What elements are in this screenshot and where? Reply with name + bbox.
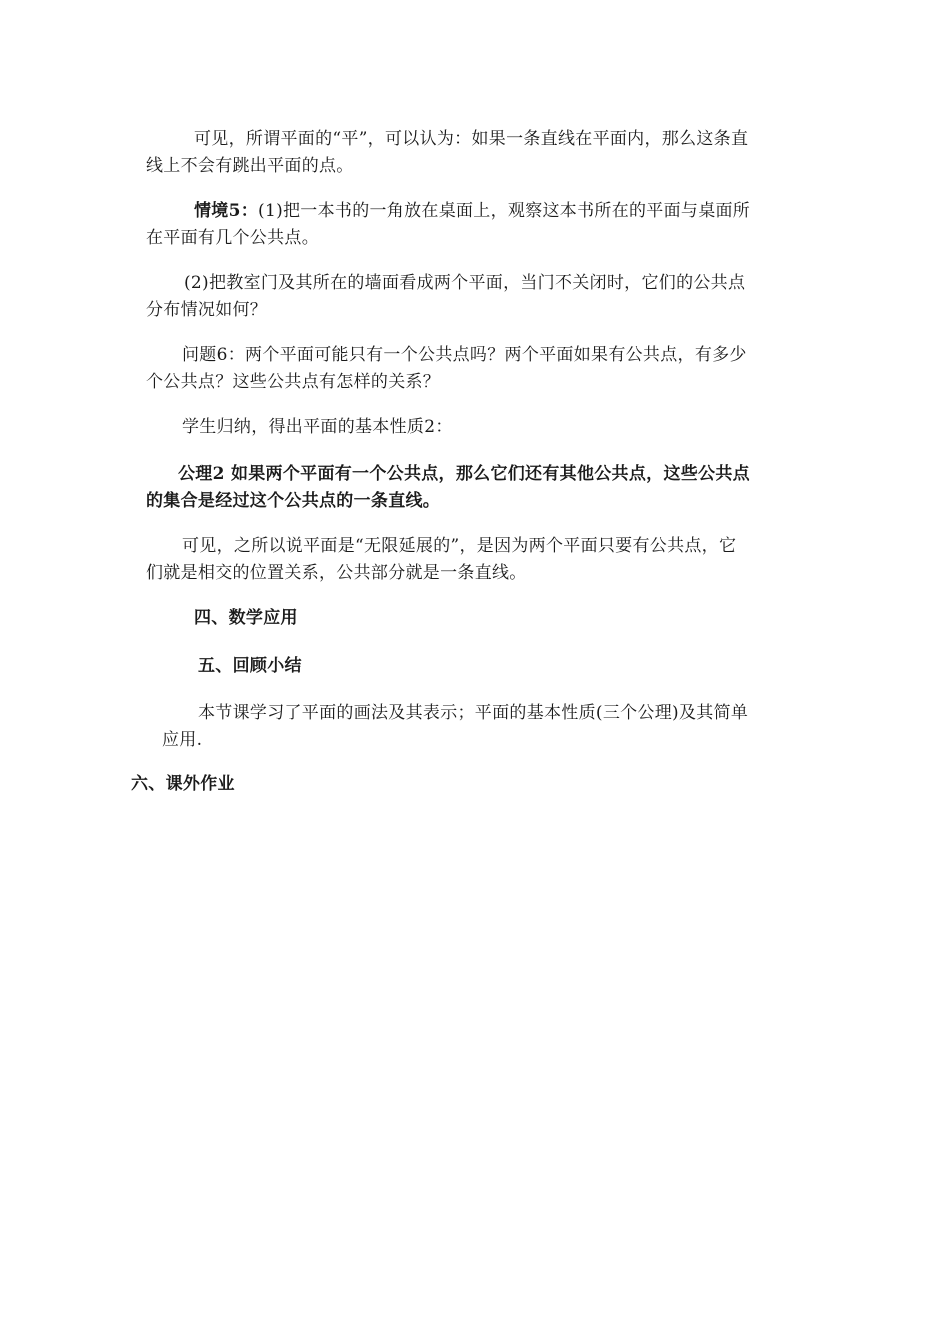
text-line: 可见，所谓平面的“平”，可以认为：如果一条直线在平面内，那么这条直 xyxy=(194,129,749,149)
paragraph-plane-flatness xyxy=(146,126,748,180)
heading-math-application xyxy=(194,605,298,632)
heading-review-summary xyxy=(198,653,302,680)
text-line: 本节课学习了平面的画法及其表示；平面的基本性质(三个公理)及其简单 xyxy=(198,703,749,723)
text-line: 线上不会有跳出平面的点。 xyxy=(146,156,354,176)
text-line: 应用. xyxy=(162,730,203,750)
text-line: (2)把教室门及其所在的墙面看成两个平面，当门不关闭时，它们的公共点 xyxy=(184,273,746,293)
heading-text: 六、课外作业 xyxy=(131,774,235,794)
text-line: 问题6：两个平面可能只有一个公共点吗？两个平面如果有公共点，有多少 xyxy=(182,345,747,365)
text-line: 在平面有几个公共点。 xyxy=(146,228,319,248)
text-line xyxy=(146,198,750,225)
scenario-text: (1)把一本书的一角放在桌面上，观察这本书所在的平面与桌面所 xyxy=(258,201,751,221)
scenario-label: 情境5： xyxy=(194,201,259,221)
text-line: 学生归纳，得出平面的基本性质2： xyxy=(182,417,453,437)
text-line: 的集合是经过这个公共点的一条直线。 xyxy=(146,491,441,511)
text-line: 可见，之所以说平面是“无限延展的”，是因为两个平面只要有公共点，它 xyxy=(182,536,737,556)
paragraph-question-6 xyxy=(146,342,747,396)
heading-homework xyxy=(131,771,235,798)
paragraph-axiom-2 xyxy=(146,461,750,515)
text-line: 分布情况如何？ xyxy=(146,300,268,320)
paragraph-infinite-extension xyxy=(146,533,736,587)
paragraph-student-summary xyxy=(146,414,453,441)
text-line: 公理2 如果两个平面有一个公共点，那么它们还有其他公共点，这些公共点 xyxy=(178,464,750,484)
paragraph-scenario-5 xyxy=(146,198,750,252)
paragraph-door-wall xyxy=(146,270,745,324)
text-line: 个公共点？这些公共点有怎样的关系？ xyxy=(146,372,441,392)
text-line: 们就是相交的位置关系，公共部分就是一条直线。 xyxy=(146,563,527,583)
heading-text: 五、回顾小结 xyxy=(198,656,302,676)
paragraph-lesson-summary xyxy=(162,700,748,754)
heading-text: 四、数学应用 xyxy=(194,608,298,628)
